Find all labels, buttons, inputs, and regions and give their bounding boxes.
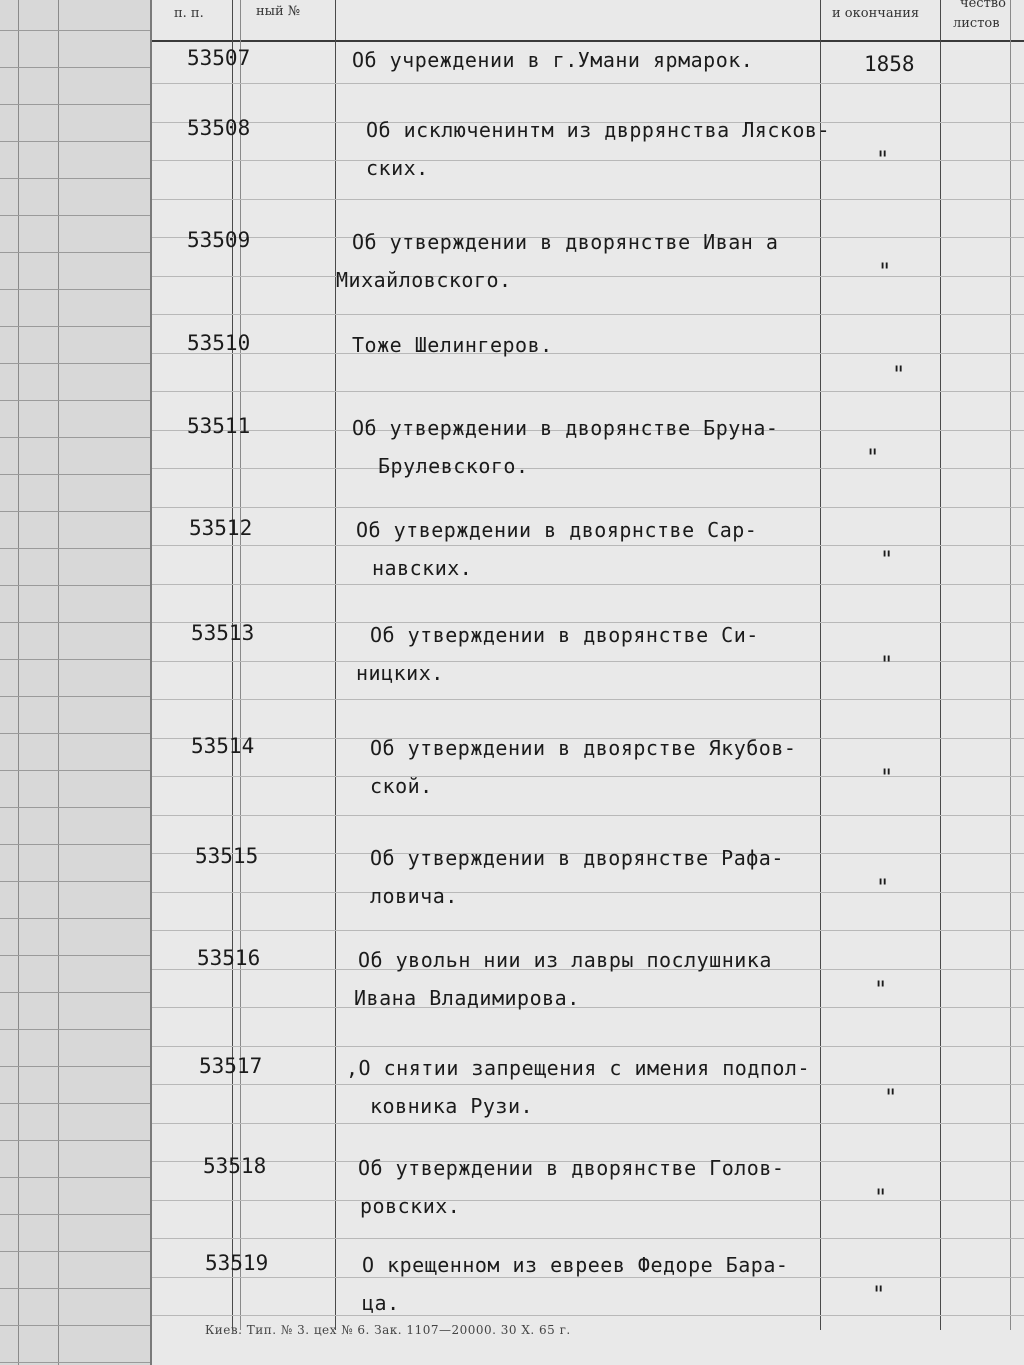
- entry-number: 53510: [187, 331, 251, 355]
- facing-page-rule: [0, 918, 150, 919]
- header-sheets-1: чество: [960, 0, 1006, 11]
- entry-ditto-mark: ": [874, 1186, 888, 1211]
- entry-ditto-mark: ": [866, 446, 880, 471]
- entry-title-line: ,О снятии запрещения с имения подпол-: [346, 1056, 811, 1080]
- facing-page-rule: [0, 474, 150, 475]
- facing-page-rule: [0, 1251, 150, 1252]
- facing-page-rule: [0, 1066, 150, 1067]
- facing-page: [0, 0, 152, 1365]
- facing-page-rule: [0, 659, 150, 660]
- entry-ditto-mark: ": [892, 363, 906, 388]
- entry-number: 53514: [191, 734, 255, 758]
- facing-page-rule: [0, 1288, 150, 1289]
- sheet-rule: [152, 930, 1024, 931]
- entry-number: 53513: [191, 621, 255, 645]
- entry-title-line: Об утверждении в дворянстве Иван а: [352, 230, 779, 254]
- facing-page-rule: [0, 1325, 150, 1326]
- facing-page-rule: [0, 289, 150, 290]
- entry-title-line: Тоже Шелингеров.: [352, 333, 553, 357]
- sheet-rule: [152, 892, 1024, 893]
- sheet-rule: [152, 1123, 1024, 1124]
- facing-page-rule: [0, 67, 150, 68]
- entry-title-line: ровских.: [360, 1194, 461, 1218]
- entry-ditto-mark: ": [880, 653, 894, 678]
- entry-number: 53507: [187, 46, 251, 70]
- sheet-rule: [152, 314, 1024, 315]
- entry-number: 53517: [199, 1054, 263, 1078]
- entry-number: 53515: [195, 844, 259, 868]
- facing-page-rule: [0, 437, 150, 438]
- entry-title-line: Об учреждении в г.Умани ярмарок.: [352, 48, 754, 72]
- sheet-rule: [152, 468, 1024, 469]
- entry-ditto-mark: ": [884, 1086, 898, 1111]
- sheet-rule: [152, 815, 1024, 816]
- entry-end-year: 1858: [864, 52, 915, 76]
- entry-ditto-mark: ": [874, 978, 888, 1003]
- entry-title-line: Об утверждении в дворянстве Бруна-: [352, 416, 779, 440]
- facing-page-rule: [0, 696, 150, 697]
- entry-title-line: Об исключенинтм из двррянства Ляскoв-: [366, 118, 831, 142]
- sheet-rule: [152, 199, 1024, 200]
- entry-title-line: ницких.: [356, 661, 444, 685]
- entry-title-line: ловича.: [370, 884, 458, 908]
- sheet-rule: [152, 391, 1024, 392]
- facing-page-rule: [0, 622, 150, 623]
- entry-number: 53512: [189, 516, 253, 540]
- sheet-rule: [152, 83, 1024, 84]
- entry-ditto-mark: ": [876, 148, 890, 173]
- entry-number: 53516: [197, 946, 261, 970]
- header-number: п. п.: [174, 6, 204, 21]
- sheet-rule: [152, 507, 1024, 508]
- entry-title-line: Михайловского.: [336, 268, 512, 292]
- entry-title-line: навских.: [372, 556, 473, 580]
- entry-title-line: Ивана Владимирова.: [354, 986, 580, 1010]
- facing-page-rule: [0, 30, 150, 31]
- facing-page-rule: [0, 178, 150, 179]
- header-file-number: ный №: [256, 4, 301, 19]
- entry-ditto-mark: ": [876, 876, 890, 901]
- facing-page-rule: [0, 1177, 150, 1178]
- facing-page-rule: [0, 141, 150, 142]
- facing-page-rule: [0, 770, 150, 771]
- header-end-date: и окончания: [832, 6, 920, 21]
- sheet-rule: [152, 160, 1024, 161]
- sheet-rule: [152, 353, 1024, 354]
- entry-title-line: Об утверждении в дворянстве Рафа-: [370, 846, 784, 870]
- facing-page-rule: [0, 252, 150, 253]
- facing-page-rule: [0, 326, 150, 327]
- facing-page-rule: [0, 548, 150, 549]
- sheet-rule: [152, 1007, 1024, 1008]
- facing-page-rule: [0, 1214, 150, 1215]
- header-sheets-2: листов: [953, 16, 1000, 31]
- printer-imprint: Киев. Тип. № 3. цех № 6. Зак. 1107—20000. 30 X. 65 г.: [205, 1323, 571, 1337]
- entry-title-line: Об утверждении в двоярнстве Сар-: [356, 518, 758, 542]
- sheet-rule: [152, 699, 1024, 700]
- facing-page-rule: [0, 992, 150, 993]
- entry-number: 53508: [187, 116, 251, 140]
- facing-page-rule: [0, 807, 150, 808]
- facing-page-rule: [0, 1140, 150, 1141]
- facing-page-rule: [0, 511, 150, 512]
- facing-page-rule: [0, 955, 150, 956]
- entry-ditto-mark: ": [878, 260, 892, 285]
- facing-page-rule: [0, 585, 150, 586]
- sheet-rule: [152, 276, 1024, 277]
- entry-title-line: Об утверждении в двоярстве Якубов-: [370, 736, 797, 760]
- entry-ditto-mark: ": [872, 1283, 886, 1308]
- facing-page-rule: [0, 363, 150, 364]
- sheet-rule: [152, 1200, 1024, 1201]
- facing-page-rule: [0, 104, 150, 105]
- sheet-rule: [152, 584, 1024, 585]
- entry-number: 53518: [203, 1154, 267, 1178]
- entry-title-line: Об увольн нии из лавры послушника: [358, 948, 772, 972]
- entry-title-line: ца.: [362, 1291, 400, 1315]
- entry-number: 53511: [187, 414, 251, 438]
- entry-title-line: ской.: [370, 774, 433, 798]
- facing-page-rule: [0, 1029, 150, 1030]
- sheet-rule: [152, 1238, 1024, 1239]
- entry-number: 53519: [205, 1251, 269, 1275]
- facing-page-rule: [0, 881, 150, 882]
- facing-page-rule: [0, 1103, 150, 1104]
- entry-ditto-mark: ": [880, 548, 894, 573]
- sheet-rule: [152, 1046, 1024, 1047]
- entry-title-line: Об утверждении в двоpянстве Голов-: [358, 1156, 785, 1180]
- facing-page-rule: [0, 400, 150, 401]
- entry-title-line: Брулевского.: [378, 454, 529, 478]
- entry-title-line: Об утверждении в дворянстве Си-: [370, 623, 759, 647]
- entry-number: 53509: [187, 228, 251, 252]
- facing-page-rule: [0, 844, 150, 845]
- entry-title-line: О крещенном из евреев Федоре Бара-: [362, 1253, 789, 1277]
- facing-page-rule: [0, 733, 150, 734]
- sheet-rule: [152, 1315, 1024, 1316]
- entry-title-line: ковника Рузи.: [370, 1094, 534, 1118]
- facing-page-rule: [0, 215, 150, 216]
- facing-page-rule: [0, 1362, 150, 1363]
- entry-ditto-mark: ": [880, 766, 894, 791]
- entry-title-line: ских.: [366, 156, 429, 180]
